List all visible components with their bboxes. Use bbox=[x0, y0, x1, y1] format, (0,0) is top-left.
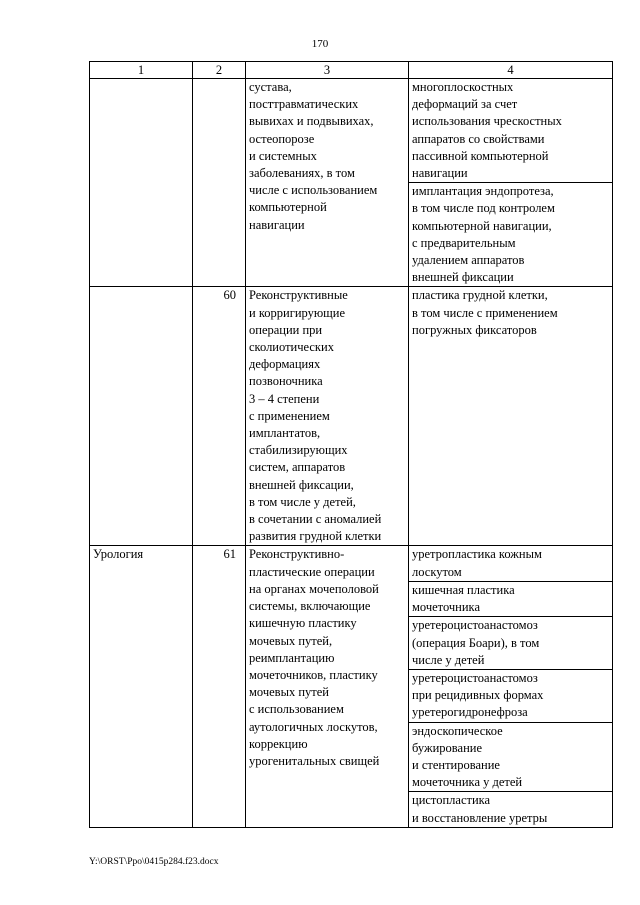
method-cell: уретероцистоанастомоз (операция Боари), в том числе у детей bbox=[409, 617, 613, 670]
page-number: 170 bbox=[311, 38, 329, 50]
column-header-3: 3 bbox=[246, 62, 409, 79]
table-row bbox=[90, 546, 613, 581]
procedures-table bbox=[89, 61, 613, 828]
method-cell: эндоскопическое бужирование и стентирование мочеточника у детей bbox=[409, 722, 613, 792]
method-cell: уретропластика кожным лоскутом bbox=[409, 546, 613, 581]
method-cell: цистопластика и восстановление уретры bbox=[409, 792, 613, 827]
specialty-cell bbox=[90, 79, 193, 287]
description-cell: сустава, посттравматических вывихах и подвывихах, остеопорозе и системных заболеваниях, в том числе с использованием компьютерной навигации bbox=[246, 79, 409, 287]
group-number-cell: 60 bbox=[193, 287, 246, 546]
method-cell: имплантация эндопротеза, в том числе под контролем компьютерной навигации, с предварительным удалением аппаратов внешней фиксации bbox=[409, 183, 613, 287]
description-cell: Реконструктивные и корригирующие операции при сколиотических деформациях позвоночника 3 – 4 степени с применением имплантатов, стабилизирующих систем, аппаратов внешней фиксации, в том числе у детей, в сочетании с аномалией развития грудной клетки bbox=[246, 287, 409, 546]
specialty-cell bbox=[90, 287, 193, 546]
method-cell: уретероцистоанастомоз при рецидивных формах уретерогидронефроза bbox=[409, 669, 613, 722]
table-header-row bbox=[90, 62, 613, 79]
description-cell: Реконструктивно- пластические операции на органах мочеполовой системы, включающие кишечную пластику мочевых путей, реимплантацию мочеточников, пластику мочевых путей с использованием аутологичных лоскутов, коррекцию урогенитальных свищей bbox=[246, 546, 409, 827]
group-number-cell bbox=[193, 79, 246, 287]
table-row bbox=[90, 287, 613, 546]
method-cell: пластика грудной клетки, в том числе с применением погружных фиксаторов bbox=[409, 287, 613, 546]
column-header-4: 4 bbox=[409, 62, 613, 79]
method-cell: многоплоскостных деформаций за счет использования чрескостных аппаратов со свойствами пассивной компьютерной навигации bbox=[409, 79, 613, 183]
column-header-1: 1 bbox=[90, 62, 193, 79]
method-cell: кишечная пластика мочеточника bbox=[409, 581, 613, 616]
table-row bbox=[90, 79, 613, 183]
specialty-cell: Урология bbox=[90, 546, 193, 827]
footer-file-path: Y:\ORST\Ppo\0415p284.f23.docx bbox=[89, 857, 219, 867]
column-header-2: 2 bbox=[193, 62, 246, 79]
group-number-cell: 61 bbox=[193, 546, 246, 827]
